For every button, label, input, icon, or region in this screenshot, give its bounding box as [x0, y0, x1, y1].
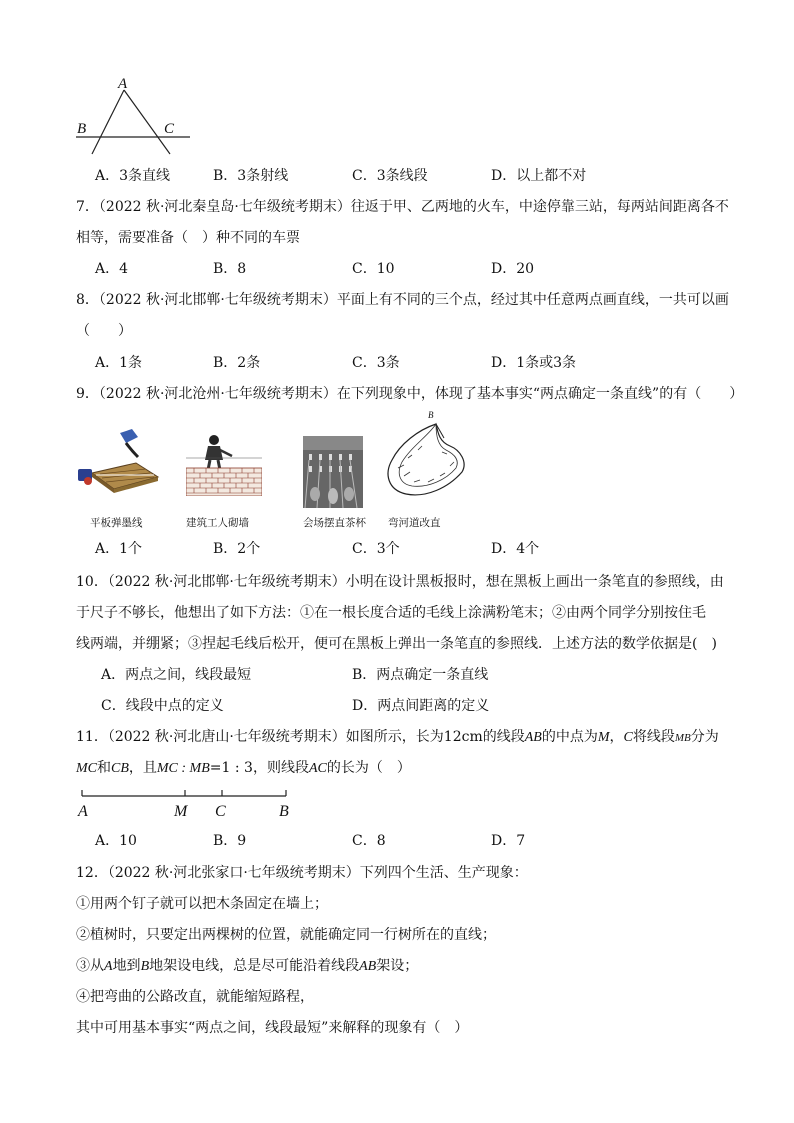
q11-text-f: 和 — [97, 760, 111, 776]
q12-question: 其中可用基本事实“两点之间，线段最短”来解释的现象有（ ） — [76, 1020, 469, 1036]
q7-option-a: A．4 — [95, 261, 129, 277]
q12-item-3 — [76, 956, 418, 977]
q12-item3-text-a: ③从 — [76, 958, 104, 974]
q7-option-c: C．10 — [352, 261, 395, 277]
q12-item3-text-d: 架设； — [376, 958, 419, 974]
chalk-line-board-image — [76, 425, 166, 493]
q9-stem-line1: 9．（2022 秋·河北沧州·七年级统考期末）在下列现象中，体现了基本事实“两点确定一条直线”的有（ ） — [76, 386, 744, 402]
q10-option-a: A．两点之间，线段最短 — [101, 667, 252, 683]
q10-option-c: C．线段中点的定义 — [101, 698, 224, 714]
q8-option-d: D．1条或3条 — [491, 355, 577, 371]
q10-stem-line2: 于尺子不够长，他想出了如下方法：①在一根长度合适的毛线上涂满粉笔末；②由两个同学分别按住毛 — [76, 605, 706, 621]
q8-option-b: B．2条 — [213, 355, 261, 371]
q8-stem-line2: （ ） — [76, 323, 132, 339]
q11-text-a: 11．（2022 秋·河北唐山·七年级统考期末）如图所示，长为12cm的线段 — [76, 729, 525, 745]
q6-option-c: C．3条线段 — [352, 168, 428, 184]
q12-var-b: B — [140, 959, 150, 974]
q7-stem-line2: 相等，需要准备（ ）种不同的车票 — [76, 230, 300, 246]
river-label-b: B — [428, 410, 434, 420]
q11-text-e: 分为 — [690, 729, 719, 745]
q12-var-ab: AB — [359, 959, 377, 974]
q11-text-h: =1 : 3，则线段 — [209, 760, 309, 776]
q9-option-d: D．4个 — [491, 541, 540, 557]
bricklayer-image — [186, 432, 262, 496]
fig-label-b: B — [77, 121, 87, 137]
river-image — [378, 410, 470, 510]
q11-text-i: 的长为（ ） — [326, 760, 411, 776]
segment-label-a: A — [78, 803, 88, 820]
q7-option-d: D．20 — [491, 261, 535, 277]
q11-text-g: ，且 — [128, 760, 157, 776]
q11-var-cb: CB — [111, 761, 129, 776]
q12-item-4: ④把弯曲的公路改直，就能缩短路程， — [76, 989, 314, 1005]
q11-text-b: 的中点为 — [541, 729, 598, 745]
q11-option-b: B．9 — [213, 833, 247, 849]
q12-stem-line1: 12．（2022 秋·河北张家口·七年级统考期末）下列四个生活、生产现象： — [76, 865, 528, 881]
triangle-figure — [72, 76, 197, 158]
q11-stem-line1 — [76, 727, 719, 748]
q8-option-a: A．1条 — [95, 355, 143, 371]
q12-item3-text-c: 地架设电线，总是尽可能沿着线段 — [149, 958, 360, 974]
q11-var-c: C — [623, 730, 633, 745]
q11-var-ab: AB — [524, 730, 542, 745]
q7-stem-line1: 7．（2022 秋·河北秦皇岛·七年级统考期末）往返于甲、乙两地的火车，中途停靠三站，每两站间距离各不 — [76, 199, 729, 215]
segment-label-c: C — [215, 803, 226, 820]
q8-stem-line1: 8．（2022 秋·河北邯郸·七年级统考期末）平面上有不同的三个点，经过其中任意两点画直线，一共可以画 — [76, 292, 729, 308]
q10-option-d: D．两点间距离的定义 — [352, 698, 490, 714]
q9-option-c: C．3个 — [352, 541, 400, 557]
q7-option-b: B．8 — [213, 261, 247, 277]
q11-option-d: D．7 — [491, 833, 526, 849]
q9-option-b: B．2个 — [213, 541, 261, 557]
fig-label-a: A — [118, 76, 128, 92]
q11-text-c: ， — [609, 729, 624, 745]
q9-option-a: A．1个 — [95, 541, 143, 557]
segment-label-m: M — [174, 803, 188, 820]
segment-label-b: B — [279, 803, 289, 820]
q12-var-a: A — [104, 959, 113, 974]
q11-var-mc: MC — [76, 761, 97, 776]
q11-var-m: M — [597, 730, 610, 745]
q9-caption-2: 建筑工人砌墙 — [186, 517, 249, 529]
q11-option-a: A．10 — [95, 833, 137, 849]
conference-cups-image — [303, 436, 363, 508]
q9-caption-4: 弯河道改直 — [388, 517, 441, 529]
q11-stem-line2 — [76, 758, 411, 779]
q6-option-d: D．以上都不对 — [491, 168, 587, 184]
line-a-left — [92, 90, 124, 154]
q10-stem-line1: 10．（2022 秋·河北邯郸·七年级统考期末）小明在设计黑板报时，想在黑板上画出一条笔直的参照线，由 — [76, 574, 724, 590]
q11-text-d: 将线段 — [632, 729, 675, 745]
q8-option-c: C．3条 — [352, 355, 400, 371]
q6-option-b: B．3条射线 — [213, 168, 289, 184]
q9-caption-1: 平板弹墨线 — [90, 517, 143, 529]
q9-caption-3: 会场摆直茶杯 — [303, 517, 366, 529]
q11-var-ac: AC — [308, 761, 327, 776]
q12-item-1: ①用两个钉子就可以把木条固定在墙上； — [76, 896, 328, 912]
segment-figure — [76, 790, 296, 804]
q10-stem-line3: 线两端，并绷紧；③捏起毛线后松开，便可在黑板上弹出一条笔直的参照线．上述方法的数学依据是( ) — [76, 636, 717, 652]
q12-item-2: ②植树时，只要定出两棵树的位置，就能确定同一行树所在的直线； — [76, 927, 496, 943]
q10-option-b: B．两点确定一条直线 — [352, 667, 489, 683]
q6-option-a: A．3条直线 — [95, 168, 171, 184]
fig-label-c: C — [164, 121, 175, 137]
q11-var-mb: MB — [674, 732, 691, 744]
q11-option-c: C．8 — [352, 833, 386, 849]
q11-ratio: MC : MB — [156, 761, 210, 776]
q12-item3-text-b: 地到 — [112, 958, 141, 974]
